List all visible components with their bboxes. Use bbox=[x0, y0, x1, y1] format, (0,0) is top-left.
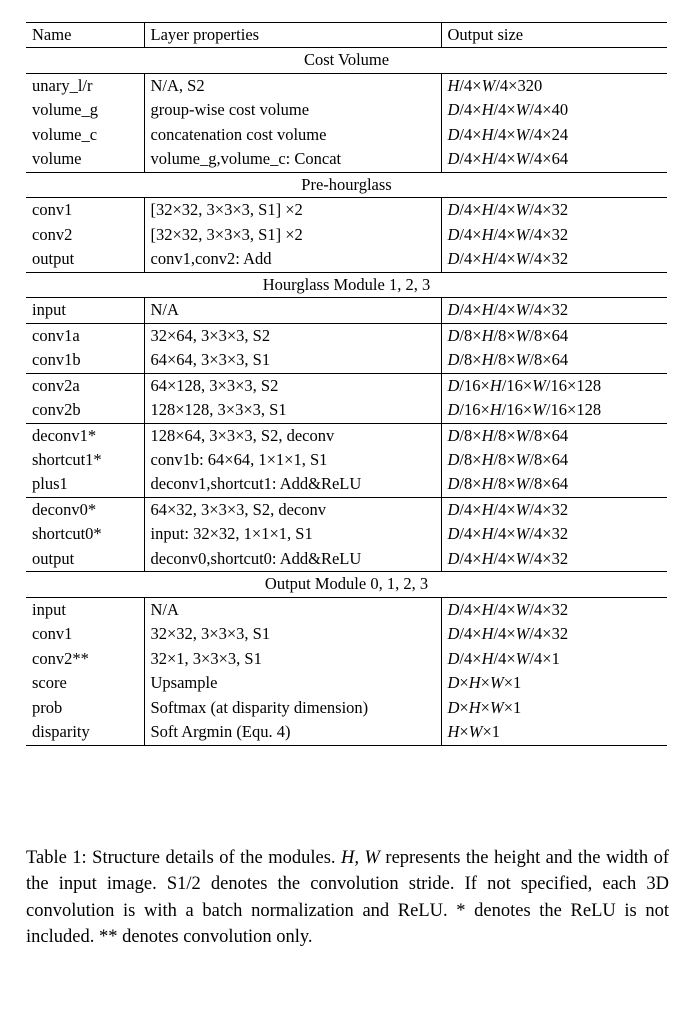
cell-name: volume_c bbox=[32, 124, 98, 144]
cell-output-size: D/4×H/4×W/4×32 bbox=[441, 298, 667, 323]
cell-output-size: D/8×H/8×W/8×64 bbox=[441, 472, 667, 497]
cell-output-size: D/4×H/4×W/4×40 bbox=[441, 98, 667, 122]
cell-layer-properties: deconv0,shortcut0: Add&ReLU bbox=[144, 547, 441, 572]
cell-output-size: D/8×H/8×W/8×64 bbox=[441, 348, 667, 373]
cell-name: plus1 bbox=[32, 474, 68, 494]
cell-layer-properties: 64×32, 3×3×3, S2, deconv bbox=[144, 497, 441, 522]
table-caption bbox=[26, 845, 669, 950]
cell-name: conv2** bbox=[32, 648, 89, 668]
table-row bbox=[26, 373, 667, 398]
table-body bbox=[26, 23, 667, 746]
caption-label: Table 1: bbox=[26, 848, 87, 868]
cell-output-size: D/8×H/8×W/8×64 bbox=[441, 448, 667, 472]
cell-output-size: D/4×H/4×W/4×32 bbox=[441, 547, 667, 572]
table-row bbox=[26, 323, 667, 348]
cell-name: shortcut0* bbox=[32, 524, 102, 544]
cell-layer-properties: 32×1, 3×3×3, S1 bbox=[144, 647, 441, 671]
cell-layer-properties: N/A, S2 bbox=[144, 73, 441, 98]
cell-name: output bbox=[32, 249, 75, 269]
table-row bbox=[26, 522, 667, 546]
cell-layer-properties: 128×128, 3×3×3, S1 bbox=[144, 398, 441, 423]
cell-layer-properties: Softmax (at disparity dimension) bbox=[144, 696, 441, 720]
cell-output-size: D×H×W×1 bbox=[441, 671, 667, 695]
table-section-header bbox=[26, 172, 667, 197]
cell-name: input bbox=[26, 298, 144, 323]
table-row bbox=[26, 73, 667, 98]
cell-layer-properties: 128×64, 3×3×3, S2, deconv bbox=[144, 423, 441, 448]
cell-layer-properties: input: 32×32, 1×1×1, S1 bbox=[144, 522, 441, 546]
cell-name: conv2a bbox=[26, 373, 144, 398]
table-row bbox=[26, 223, 667, 247]
table-row bbox=[26, 123, 667, 147]
table-section-title: Pre-hourglass bbox=[26, 172, 667, 197]
table-row bbox=[26, 348, 667, 373]
table-row bbox=[26, 147, 667, 172]
cell-layer-properties: [32×32, 3×3×3, S1] ×2 bbox=[144, 223, 441, 247]
table-row bbox=[26, 720, 667, 745]
cell-name: deconv0* bbox=[26, 497, 144, 522]
cell-name: conv1a bbox=[26, 323, 144, 348]
cell-output-size: D/4×H/4×W/4×24 bbox=[441, 123, 667, 147]
cell-name: conv2 bbox=[32, 224, 73, 244]
cell-output-size: D/16×H/16×W/16×128 bbox=[441, 398, 667, 423]
cell-name: conv1 bbox=[26, 198, 144, 223]
cell-name: disparity bbox=[26, 720, 144, 745]
cell-layer-properties: concatenation cost volume bbox=[144, 123, 441, 147]
cell-name: conv1 bbox=[32, 624, 73, 644]
cell-output-size: D/4×H/4×W/4×32 bbox=[441, 223, 667, 247]
cell-output-size: D/4×H/4×W/4×32 bbox=[441, 522, 667, 546]
cell-layer-properties: conv1b: 64×64, 1×1×1, S1 bbox=[144, 448, 441, 472]
cell-layer-properties: conv1,conv2: Add bbox=[144, 247, 441, 272]
cell-layer-properties: [32×32, 3×3×3, S1] ×2 bbox=[144, 198, 441, 223]
table-row bbox=[26, 647, 667, 671]
cell-name: shortcut1* bbox=[32, 449, 102, 469]
header-output-size: Output size bbox=[441, 23, 667, 48]
cell-layer-properties: 64×128, 3×3×3, S2 bbox=[144, 373, 441, 398]
cell-name: conv2b bbox=[32, 400, 81, 420]
table-section-title: Hourglass Module 1, 2, 3 bbox=[26, 272, 667, 297]
cell-output-size: H×W×1 bbox=[441, 720, 667, 745]
cell-layer-properties: 64×64, 3×3×3, S1 bbox=[144, 348, 441, 373]
cell-output-size: D/4×H/4×W/4×64 bbox=[441, 147, 667, 172]
cell-layer-properties: 32×32, 3×3×3, S1 bbox=[144, 622, 441, 646]
cell-layer-properties: Upsample bbox=[144, 671, 441, 695]
cell-output-size: D/8×H/8×W/8×64 bbox=[441, 423, 667, 448]
cell-name: score bbox=[32, 673, 67, 693]
table-row bbox=[26, 696, 667, 720]
header-name: Name bbox=[26, 23, 144, 48]
table-row bbox=[26, 597, 667, 622]
cell-output-size: D/8×H/8×W/8×64 bbox=[441, 323, 667, 348]
table-row bbox=[26, 423, 667, 448]
table-row bbox=[26, 622, 667, 646]
table-header-row bbox=[26, 23, 667, 48]
cell-output-size: D×H×W×1 bbox=[441, 696, 667, 720]
cell-output-size: D/4×H/4×W/4×32 bbox=[441, 622, 667, 646]
cell-output-size: H/4×W/4×320 bbox=[441, 73, 667, 98]
table-row bbox=[26, 472, 667, 497]
cell-layer-properties: N/A bbox=[144, 298, 441, 323]
table-row bbox=[26, 547, 667, 572]
cell-output-size: D/4×H/4×W/4×1 bbox=[441, 647, 667, 671]
cell-name: deconv1* bbox=[26, 423, 144, 448]
structure-details-table bbox=[26, 22, 667, 746]
table-row bbox=[26, 198, 667, 223]
cell-layer-properties: group-wise cost volume bbox=[144, 98, 441, 122]
table-section-header bbox=[26, 272, 667, 297]
cell-output-size: D/16×H/16×W/16×128 bbox=[441, 373, 667, 398]
table-row bbox=[26, 671, 667, 695]
equation-reference-link[interactable]: 4 bbox=[276, 722, 285, 742]
table-section-title: Output Module 0, 1, 2, 3 bbox=[26, 572, 667, 597]
table-row bbox=[26, 398, 667, 423]
table-section-header bbox=[26, 572, 667, 597]
caption-text-1: Structure details of the modules. bbox=[86, 848, 342, 868]
table-row bbox=[26, 497, 667, 522]
caption-math-1: H, W bbox=[341, 848, 380, 868]
caption-text-2: represents the height and the width of the input image. S1/2 denotes the convolution stride. If not specified, each 3D convolution is with a batch normalization and ReLU. * denotes the ReLU is not included. ** denotes convolution only. bbox=[26, 848, 669, 947]
table-row bbox=[26, 298, 667, 323]
cell-name: unary_l/r bbox=[26, 73, 144, 98]
cell-output-size: D/4×H/4×W/4×32 bbox=[441, 198, 667, 223]
table-row bbox=[26, 98, 667, 122]
cell-output-size: D/4×H/4×W/4×32 bbox=[441, 597, 667, 622]
cell-name: volume bbox=[32, 149, 82, 169]
table-section-title: Cost Volume bbox=[26, 48, 667, 73]
header-layer-properties: Layer properties bbox=[144, 23, 441, 48]
table-row bbox=[26, 247, 667, 272]
cell-output-size: D/4×H/4×W/4×32 bbox=[441, 247, 667, 272]
cell-name: conv1b bbox=[32, 350, 81, 370]
cell-name: input bbox=[26, 597, 144, 622]
cell-name: output bbox=[32, 548, 75, 568]
cell-layer-properties: Soft Argmin (Equ. 4) bbox=[144, 720, 441, 745]
table-section-header bbox=[26, 48, 667, 73]
cell-layer-properties: deconv1,shortcut1: Add&ReLU bbox=[144, 472, 441, 497]
cell-layer-properties: 32×64, 3×3×3, S2 bbox=[144, 323, 441, 348]
cell-layer-properties: N/A bbox=[144, 597, 441, 622]
cell-name: volume_g bbox=[32, 100, 98, 120]
cell-name: prob bbox=[32, 697, 63, 717]
cell-output-size: D/4×H/4×W/4×32 bbox=[441, 497, 667, 522]
table-row bbox=[26, 448, 667, 472]
cell-layer-properties: volume_g,volume_c: Concat bbox=[144, 147, 441, 172]
